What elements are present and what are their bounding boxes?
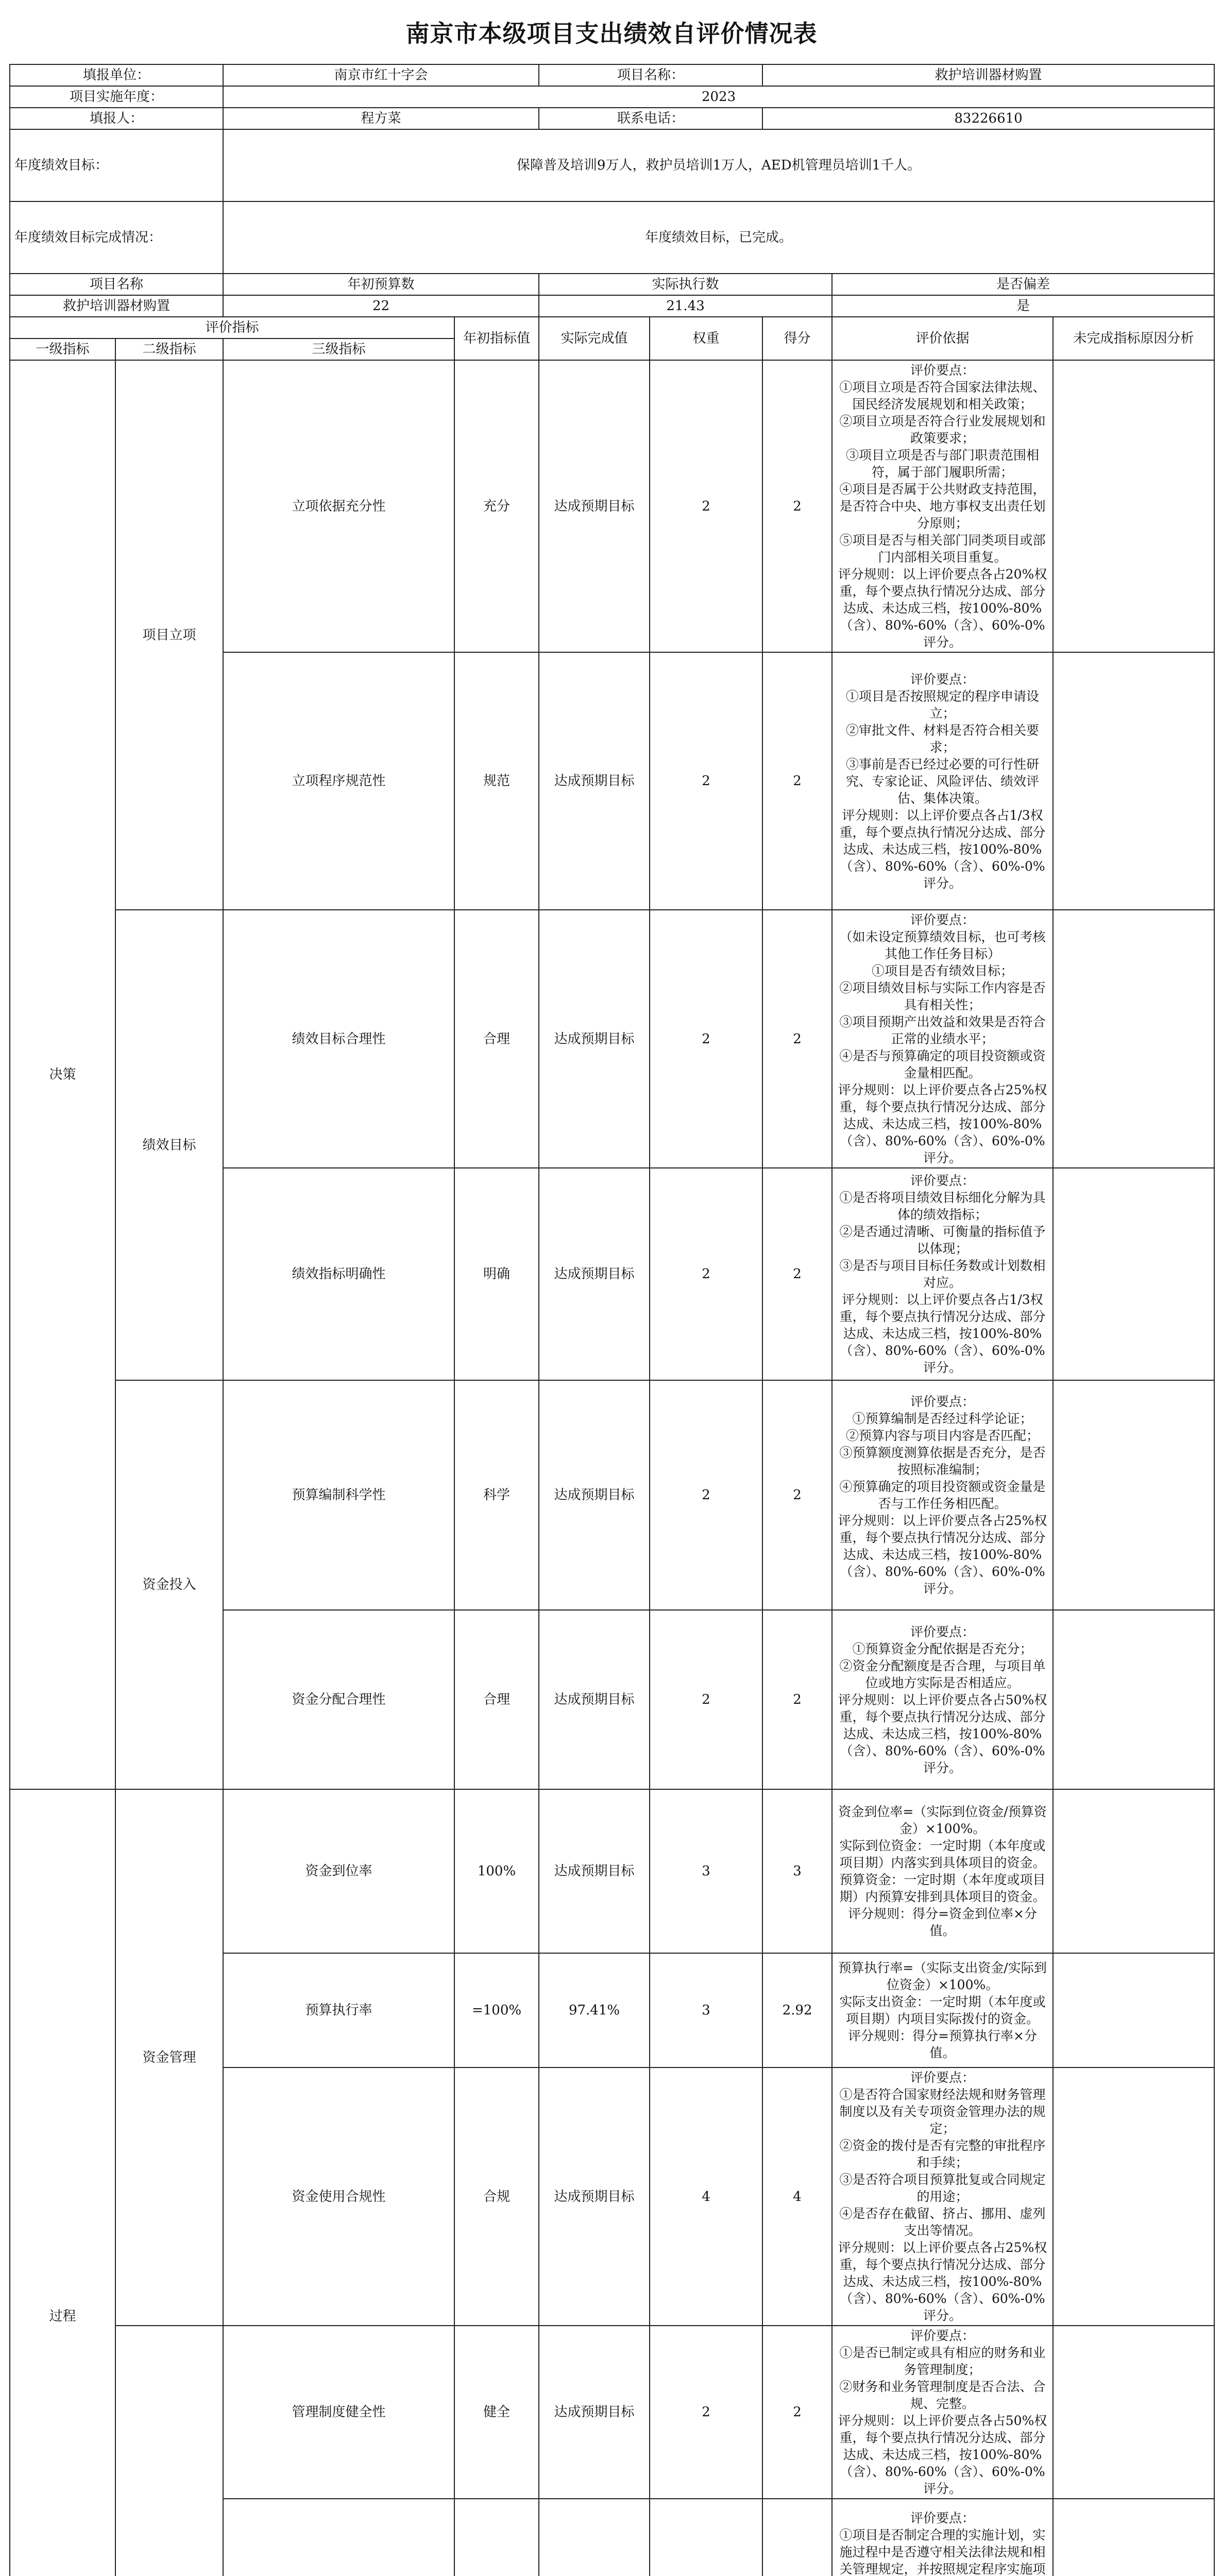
criteria-line: ①是否符合国家财经法规和财务管理制度以及有关专项资金管理办法的规定； xyxy=(839,2087,1046,2136)
criteria-line: 评分规则：以上评价要点各占25%权重，每个要点执行情况分达成、部分达成、未达成三档，按100%-80%（含）、80%-60%（含）、60%-0%评分。 xyxy=(838,2240,1047,2323)
score-value: 2 xyxy=(762,910,832,1168)
criteria-line: 评分规则：以上评价要点各占1/3权重，每个要点执行情况分达成、部分达成、未达成三档，按100%-80%（含）、80%-60%（含）、60%-0%评分。 xyxy=(839,807,1046,891)
eval-group-header: 评价指标 xyxy=(10,317,454,338)
reason-cell xyxy=(1053,2499,1214,2576)
criteria-line: ②是否通过清晰、可衡量的指标值予以体现； xyxy=(839,1224,1046,1256)
criteria-line: ③是否符合项目预算批复或合同规定的用途； xyxy=(839,2172,1046,2204)
level2-performance-goal: 绩效目标 xyxy=(115,910,223,1380)
criteria-line: 评价要点： xyxy=(910,2070,975,2085)
score-value: 2 xyxy=(762,1380,832,1610)
project-name-value: 救护培训器材购置 xyxy=(762,64,1214,86)
report-page xyxy=(9,0,1214,2576)
target-value: 合规 xyxy=(454,2067,539,2326)
criteria-text xyxy=(832,360,1053,652)
project-name-label: 项目名称： xyxy=(539,64,762,86)
criteria-text xyxy=(832,910,1053,1168)
indicator-name: 资金分配合理性 xyxy=(223,1610,454,1789)
criteria-line: 评价要点： xyxy=(910,1173,975,1188)
indicator-name: 管理制度健全性 xyxy=(223,2326,454,2499)
score-value: 2 xyxy=(762,652,832,910)
reason-cell xyxy=(1053,652,1214,910)
actual-value: 达成预期目标 xyxy=(539,2326,650,2499)
budget-header: 项目名称 xyxy=(10,274,223,295)
weight-value: 2 xyxy=(650,1610,762,1789)
criteria-text xyxy=(832,1789,1053,1953)
target-value: 合理 xyxy=(454,1610,539,1789)
criteria-line: 评分规则：得分=资金到位率×分值。 xyxy=(848,1906,1037,1938)
reason-cell xyxy=(1053,360,1214,652)
criteria-line: 评价要点： xyxy=(910,1394,975,1409)
target-value xyxy=(454,2499,539,2576)
col-header-basis: 评价依据 xyxy=(832,317,1053,360)
criteria-line: ④预算确定的项目投资额或资金量是否与工作任务相匹配。 xyxy=(839,1479,1046,1511)
level2-project-setup: 项目立项 xyxy=(115,360,223,910)
score-value: 2 xyxy=(762,2326,832,2499)
criteria-text xyxy=(832,652,1053,910)
criteria-line: 评分规则：以上评价要点各占1/3权重，每个要点执行情况分达成、部分达成、未达成三档，按100%-80%（含）、80%-60%（含）、60%-0%评分。 xyxy=(839,1292,1046,1375)
criteria-line: ③是否与项目目标任务数或计划数相对应。 xyxy=(839,1258,1046,1290)
criteria-line: ①是否已制定或具有相应的财务和业务管理制度； xyxy=(839,2345,1046,2377)
indicator-name xyxy=(223,2499,454,2576)
indicator-name: 绩效目标合理性 xyxy=(223,910,454,1168)
score-value: 2.92 xyxy=(762,1953,832,2067)
weight-value: 2 xyxy=(650,652,762,910)
col-header-actual: 实际完成值 xyxy=(539,317,650,360)
actual-value: 达成预期目标 xyxy=(539,1610,650,1789)
budget-cell: 22 xyxy=(223,295,539,317)
weight-value xyxy=(650,2499,762,2576)
score-value: 2 xyxy=(762,1168,832,1380)
goal-completion-label: 年度绩效目标完成情况： xyxy=(10,201,223,274)
annual-goal-label: 年度绩效目标： xyxy=(10,129,223,201)
actual-value: 达成预期目标 xyxy=(539,652,650,910)
criteria-line: ③项目立项是否与部门职责范围相符，属于部门履职所需； xyxy=(846,448,1040,480)
level1-decision: 决策 xyxy=(10,360,115,1789)
actual-value: 达成预期目标 xyxy=(539,1789,650,1953)
criteria-line: ①项目立项是否符合国家法律法规、国民经济发展规划和相关政策； xyxy=(839,380,1046,412)
weight-value: 2 xyxy=(650,1168,762,1380)
target-value: 合理 xyxy=(454,910,539,1168)
report-title: 南京市本级项目支出绩效自评价情况表 xyxy=(405,20,818,47)
criteria-line: ①项目是否制定合理的实施计划，实施过程中是否遵守相关法律法规和相关管理规定，并按照规定程序实施项 xyxy=(839,2527,1046,2576)
budget-cell: 21.43 xyxy=(539,295,832,317)
reason-cell xyxy=(1053,2067,1214,2326)
weight-value: 2 xyxy=(650,2326,762,2499)
score-value: 2 xyxy=(762,360,832,652)
col-header-weight: 权重 xyxy=(650,317,762,360)
unit-label: 填报单位： xyxy=(10,64,223,86)
target-value: 科学 xyxy=(454,1380,539,1610)
target-value: =100% xyxy=(454,1953,539,2067)
annual-goal-value: 保障普及培训9万人，救护员培训1万人，AED机管理员培训1千人。 xyxy=(223,129,1214,201)
criteria-line: （如未设定预算绩效目标，也可考核其他工作任务目标） xyxy=(839,929,1046,961)
actual-value: 达成预期目标 xyxy=(539,360,650,652)
criteria-line: ④项目是否属于公共财政支持范围，是否符合中央、地方事权支出责任划分原则； xyxy=(839,482,1046,531)
weight-value: 3 xyxy=(650,1953,762,2067)
criteria-line: 评价要点： xyxy=(910,912,975,927)
criteria-line: ③事前是否已经过必要的可行性研究、专家论证、风险评估、绩效评估、集体决策。 xyxy=(846,756,1040,806)
indicator-name: 预算编制科学性 xyxy=(223,1380,454,1610)
criteria-line: ②财务和业务管理制度是否合法、合规、完整。 xyxy=(839,2379,1046,2411)
criteria-line: 评价要点： xyxy=(910,671,975,687)
criteria-line: ②资金的拨付是否有完整的审批程序和手续； xyxy=(839,2138,1046,2170)
goal-completion-value: 年度绩效目标，已完成。 xyxy=(223,201,1214,274)
filler-label: 填报人： xyxy=(10,108,223,129)
weight-value: 2 xyxy=(650,910,762,1168)
budget-cell: 救护培训器材购置 xyxy=(10,295,223,317)
level2-fund-management: 资金管理 xyxy=(115,1789,223,2326)
criteria-text xyxy=(832,1380,1053,1610)
indicator-name: 绩效指标明确性 xyxy=(223,1168,454,1380)
reason-cell xyxy=(1053,1610,1214,1789)
evaluation-table xyxy=(9,64,1215,2576)
target-value: 明确 xyxy=(454,1168,539,1380)
actual-value: 达成预期目标 xyxy=(539,910,650,1168)
reason-cell xyxy=(1053,1168,1214,1380)
criteria-line: 实际支出资金：一定时期（本年度或项目期）内项目实际拨付的资金。 xyxy=(839,1994,1046,2026)
indicator-name: 立项程序规范性 xyxy=(223,652,454,910)
criteria-line: 评分规则：以上评价要点各占50%权重，每个要点执行情况分达成、部分达成、未达成三档，按100%-80%（含）、80%-60%（含）、60%-0%评分。 xyxy=(838,2413,1047,2496)
year-value: 2023 xyxy=(223,86,1214,108)
criteria-line: 评分规则：以上评价要点各占50%权重，每个要点执行情况分达成、部分达成、未达成三档，按100%-80%（含）、80%-60%（含）、60%-0%评分。 xyxy=(838,1692,1047,1775)
score-value: 4 xyxy=(762,2067,832,2326)
level2-fund-input: 资金投入 xyxy=(115,1380,223,1789)
criteria-line: 评价要点： xyxy=(910,1624,975,1639)
criteria-line: ⑤项目是否与相关部门同类项目或部门内部相关项目重复。 xyxy=(839,533,1046,565)
criteria-line: ①项目是否按照规定的程序申请设立； xyxy=(846,688,1040,721)
phone-label: 联系电话： xyxy=(539,108,762,129)
indicator-name: 资金使用合规性 xyxy=(223,2067,454,2326)
criteria-line: 评分规则：得分=预算执行率×分值。 xyxy=(848,2028,1037,2060)
criteria-line: ④是否与预算确定的项目投资额或资金量相匹配。 xyxy=(839,1048,1046,1080)
criteria-line: 评价要点： xyxy=(910,2510,975,2526)
criteria-line: 预算资金：一定时期（本年度或项目期）内预算安排到具体项目的资金。 xyxy=(839,1872,1046,1904)
reason-cell xyxy=(1053,2326,1214,2499)
criteria-line: ①预算资金分配依据是否充分； xyxy=(852,1641,1033,1656)
criteria-line: 预算执行率=（实际支出资金/实际到位资金）×100%。 xyxy=(838,1960,1047,1992)
actual-value: 达成预期目标 xyxy=(539,1168,650,1380)
actual-value: 达成预期目标 xyxy=(539,1380,650,1610)
level1-process: 过程 xyxy=(10,1789,115,2576)
col-header-level2: 二级指标 xyxy=(115,338,223,360)
weight-value: 3 xyxy=(650,1789,762,1953)
col-header-level1: 一级指标 xyxy=(10,338,115,360)
target-value: 健全 xyxy=(454,2326,539,2499)
indicator-name: 预算执行率 xyxy=(223,1953,454,2067)
criteria-line: ①预算编制是否经过科学论证； xyxy=(852,1411,1033,1426)
budget-header: 实际执行数 xyxy=(539,274,832,295)
criteria-line: 评分规则：以上评价要点各占25%权重，每个要点执行情况分达成、部分达成、未达成三档，按100%-80%（含）、80%-60%（含）、60%-0%评分。 xyxy=(838,1513,1047,1596)
filler-value: 程方菜 xyxy=(223,108,539,129)
col-header-score: 得分 xyxy=(762,317,832,360)
phone-value: 83226610 xyxy=(762,108,1214,129)
unit-value: 南京市红十字会 xyxy=(223,64,539,86)
criteria-line: ②项目绩效目标与实际工作内容是否具有相关性； xyxy=(839,980,1046,1012)
weight-value: 4 xyxy=(650,2067,762,2326)
indicator-name: 立项依据充分性 xyxy=(223,360,454,652)
criteria-line: ④是否存在截留、挤占、挪用、虚列支出等情况。 xyxy=(839,2206,1046,2238)
reason-cell xyxy=(1053,1380,1214,1610)
criteria-line: ②资金分配额度是否合理，与项目单位或地方实际是否相适应。 xyxy=(839,1658,1046,1690)
level2-organization xyxy=(115,2326,223,2576)
col-header-target: 年初指标值 xyxy=(454,317,539,360)
criteria-line: ②预算内容与项目内容是否匹配； xyxy=(846,1428,1040,1443)
criteria-line: ②审批文件、材料是否符合相关要求； xyxy=(846,722,1040,755)
actual-value: 97.41% xyxy=(539,1953,650,2067)
budget-cell: 是 xyxy=(832,295,1214,317)
score-value: 3 xyxy=(762,1789,832,1953)
actual-value xyxy=(539,2499,650,2576)
criteria-line: ③项目预期产出效益和效果是否符合正常的业绩水平； xyxy=(839,1014,1046,1046)
criteria-line: 资金到位率=（实际到位资金/预算资金）×100%。 xyxy=(838,1804,1047,1836)
criteria-line: 评价要点： xyxy=(910,2328,975,2343)
criteria-text xyxy=(832,2326,1053,2499)
criteria-line: 评价要点： xyxy=(910,363,975,378)
weight-value: 2 xyxy=(650,360,762,652)
criteria-text xyxy=(832,2499,1053,2576)
criteria-line: 实际到位资金：一定时期（本年度或项目期）内落实到具体项目的资金。 xyxy=(839,1838,1046,1870)
budget-header: 是否偏差 xyxy=(832,274,1214,295)
budget-header: 年初预算数 xyxy=(223,274,539,295)
criteria-line: ③预算额度测算依据是否充分，是否按照标准编制； xyxy=(839,1445,1046,1477)
criteria-line: 评分规则：以上评价要点各占20%权重，每个要点执行情况分达成、部分达成、未达成三档，按100%-80%（含）、80%-60%（含）、60%-0%评分。 xyxy=(838,567,1047,650)
col-header-reason: 未完成指标原因分析 xyxy=(1053,317,1214,360)
criteria-text xyxy=(832,1610,1053,1789)
reason-cell xyxy=(1053,910,1214,1168)
reason-cell xyxy=(1053,1953,1214,2067)
criteria-line: ①是否将项目绩效目标细化分解为具体的绩效指标； xyxy=(839,1190,1046,1222)
weight-value: 2 xyxy=(650,1380,762,1610)
target-value: 100% xyxy=(454,1789,539,1953)
criteria-text xyxy=(832,2067,1053,2326)
actual-value: 达成预期目标 xyxy=(539,2067,650,2326)
indicator-name: 资金到位率 xyxy=(223,1789,454,1953)
criteria-line: 评分规则：以上评价要点各占25%权重，每个要点执行情况分达成、部分达成、未达成三档，按100%-80%（含）、80%-60%（含）、60%-0%评分。 xyxy=(838,1082,1047,1165)
criteria-text xyxy=(832,1168,1053,1380)
criteria-text xyxy=(832,1953,1053,2067)
target-value: 充分 xyxy=(454,360,539,652)
col-header-level3: 三级指标 xyxy=(223,338,454,360)
score-value xyxy=(762,2499,832,2576)
reason-cell xyxy=(1053,1789,1214,1953)
year-label: 项目实施年度： xyxy=(10,86,223,108)
criteria-line: ②项目立项是否符合行业发展规划和政策要求； xyxy=(839,414,1046,446)
target-value: 规范 xyxy=(454,652,539,910)
score-value: 2 xyxy=(762,1610,832,1789)
criteria-line: ①项目是否有绩效目标； xyxy=(872,963,1014,978)
